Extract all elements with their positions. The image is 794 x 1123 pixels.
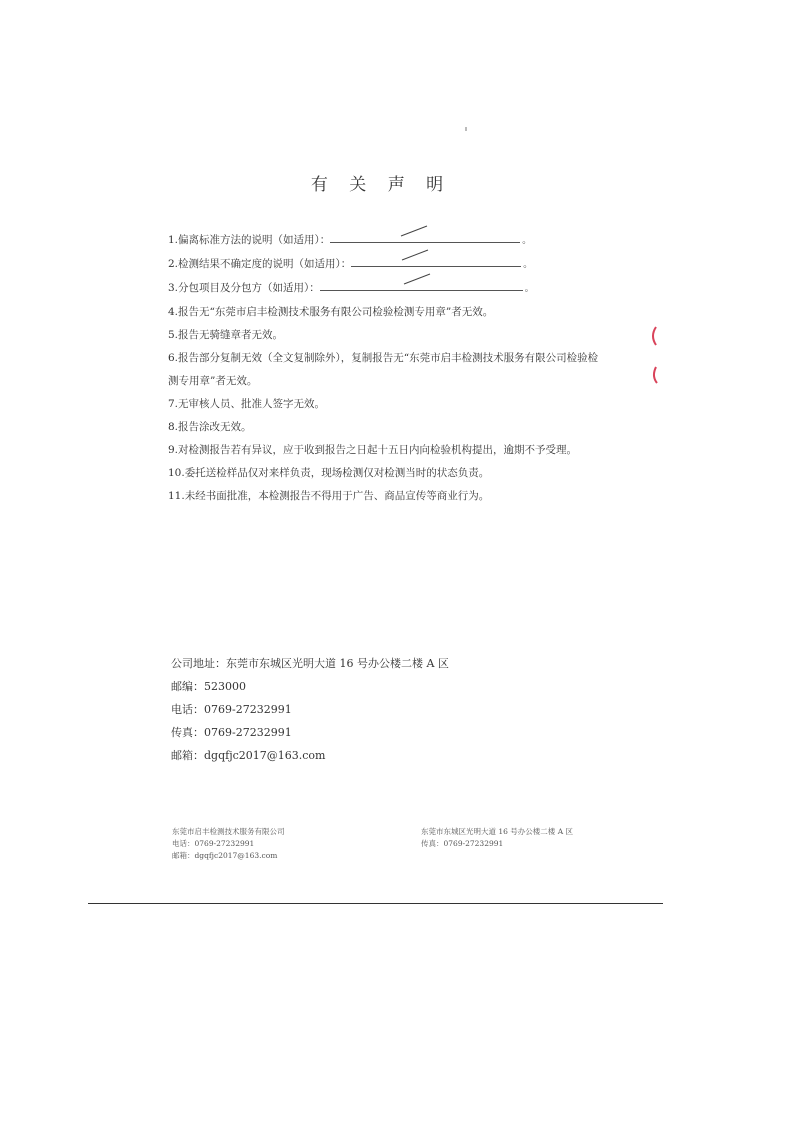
email: 邮箱：dgqfjc2017@163.com — [171, 749, 326, 762]
footer-phone: 电话：0769-27232991 — [172, 839, 255, 848]
strike-slash-icon — [401, 249, 429, 261]
strike-slash-icon — [400, 225, 428, 237]
declaration-label: 2.检测结果不确定度的说明（如适用）： — [168, 258, 352, 270]
strike-slash-icon — [403, 273, 431, 285]
declaration-label: 1.偏离标准方法的说明（如适用）： — [168, 234, 331, 246]
declaration-item-7: 7.无审核人员、批准人签字无效。 — [168, 398, 326, 410]
company-address: 公司地址：东莞市东城区光明大道 16 号办公楼二楼 A 区 — [171, 657, 449, 670]
declaration-label: 3.分包项目及分包方（如适用）： — [168, 282, 320, 294]
end-mark: 。 — [523, 260, 533, 270]
fill-in-blank — [351, 254, 521, 267]
end-mark: 。 — [522, 236, 532, 246]
seal-fragment-icon — [650, 325, 660, 385]
footer-company: 东莞市启丰检测技术服务有限公司 — [172, 827, 285, 836]
declaration-item-1 — [168, 229, 608, 253]
declaration-item-4: 4.报告无“东莞市启丰检测技术服务有限公司检验检测专用章”者无效。 — [168, 306, 494, 318]
footer-address: 东莞市东城区光明大道 16 号办公楼二楼 A 区 — [421, 827, 573, 836]
footer-fax: 传真：0769-27232991 — [421, 839, 504, 848]
declaration-item-6: 6.报告部分复制无效（全文复制除外），复制报告无“东莞市启丰检测技术服务有限公司检验检测专用章”者无效。 — [168, 352, 599, 387]
end-mark: 。 — [524, 284, 534, 294]
declaration-item-3 — [168, 277, 608, 301]
fill-in-blank — [330, 230, 520, 243]
fill-in-blank — [320, 278, 523, 291]
footer-email: 邮箱：dgqfjc2017@163.com — [172, 851, 278, 860]
declaration-list — [168, 229, 608, 508]
phone: 电话：0769-27232991 — [171, 703, 292, 716]
footer-left — [172, 826, 285, 862]
declaration-item-5: 5.报告无骑缝章者无效。 — [168, 329, 284, 341]
contact-info — [171, 652, 449, 767]
declaration-item-10: 10.委托送检样品仅对来样负责，现场检测仅对检测当时的状态负责。 — [168, 467, 490, 479]
page-title: 有 关 声 明 — [310, 175, 452, 195]
declaration-item-11: 11.未经书面批准，本检测报告不得用于广告、商品宣传等商业行为。 — [168, 490, 490, 502]
page-divider — [88, 903, 663, 904]
scan-speck — [465, 127, 467, 131]
footer-right — [421, 826, 573, 850]
declaration-item-9: 9.对检测报告若有异议，应于收到报告之日起十五日内向检验机构提出，逾期不予受理。 — [168, 444, 578, 456]
declaration-item-2 — [168, 253, 608, 277]
postcode: 邮编：523000 — [171, 680, 246, 693]
fax: 传真：0769-27232991 — [171, 726, 292, 739]
declaration-item-8: 8.报告涂改无效。 — [168, 421, 252, 433]
